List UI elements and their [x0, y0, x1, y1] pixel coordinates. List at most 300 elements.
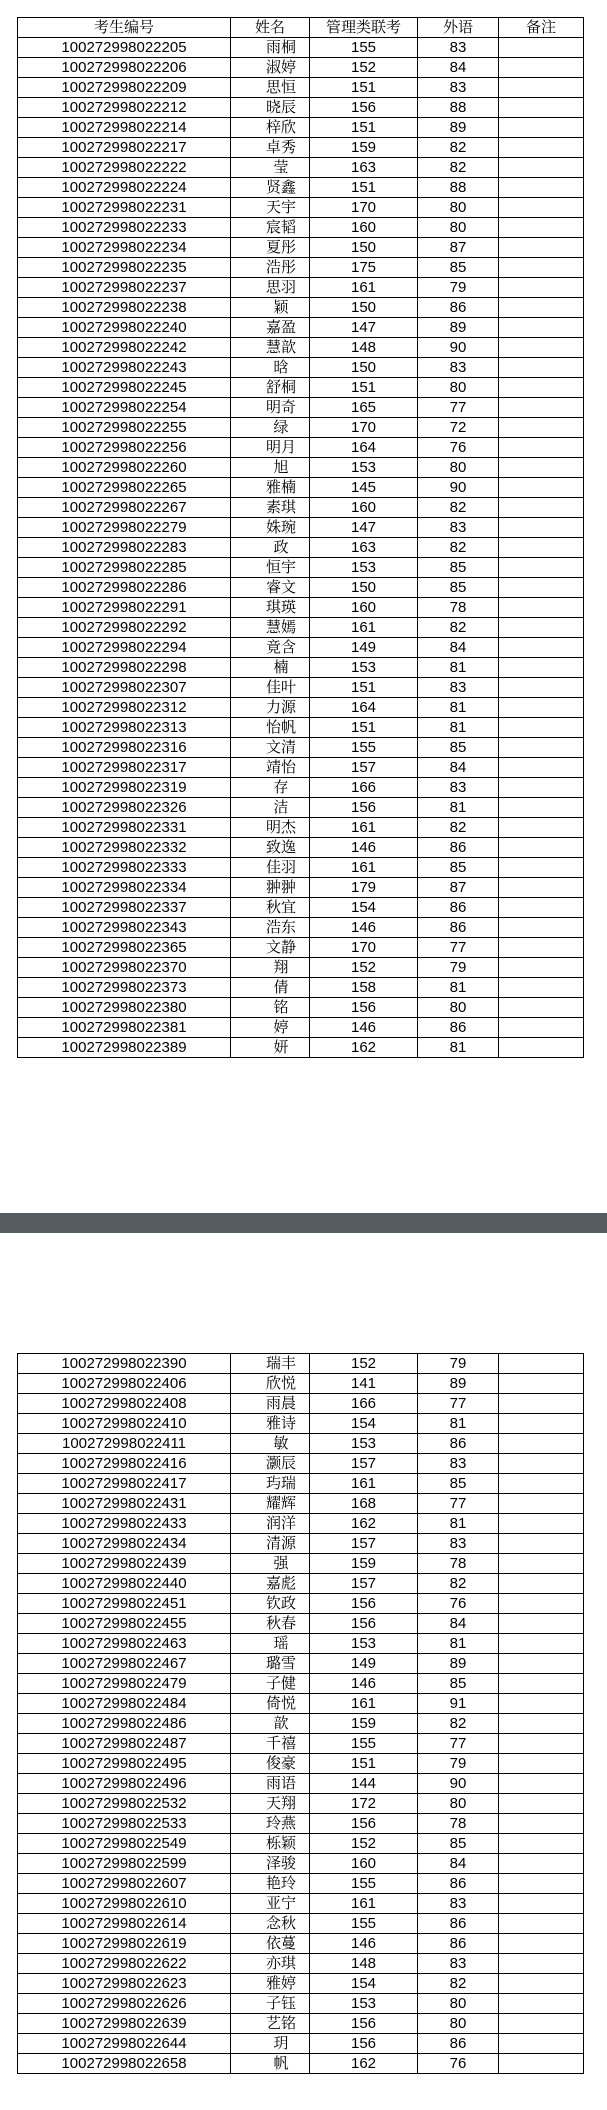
- exam-id-cell: 100272998022286: [18, 578, 231, 598]
- management-score-cell: 160: [310, 1854, 418, 1874]
- name-text: 雅婷: [265, 1974, 296, 1992]
- exam-id-cell: 100272998022390: [18, 1354, 231, 1374]
- exam-id-cell: 100272998022549: [18, 1834, 231, 1854]
- name-cell: [231, 1874, 310, 1894]
- name-cell: [231, 598, 310, 618]
- remarks-cell: [499, 1874, 584, 1894]
- remarks-cell: [499, 838, 584, 858]
- name-cell: [231, 38, 310, 58]
- table-row: [18, 1414, 584, 1434]
- redaction-mask: [231, 598, 253, 617]
- table-row: [18, 658, 584, 678]
- name-cell: [231, 2014, 310, 2034]
- exam-id-cell: 100272998022533: [18, 1814, 231, 1834]
- table-row: [18, 498, 584, 518]
- page-separator: [0, 1213, 607, 1233]
- exam-id-cell: 100272998022451: [18, 1594, 231, 1614]
- name-cell: [231, 358, 310, 378]
- management-score-cell: 151: [310, 678, 418, 698]
- language-score-cell: 89: [418, 318, 499, 338]
- exam-id-cell: 100272998022285: [18, 558, 231, 578]
- language-score-cell: 83: [418, 1954, 499, 1974]
- management-score-cell: 150: [310, 358, 418, 378]
- management-score-cell: 160: [310, 498, 418, 518]
- table-row: [18, 2034, 584, 2054]
- name-cell: [231, 658, 310, 678]
- name-text: 千禧: [265, 1734, 296, 1752]
- name-cell: [231, 1554, 310, 1574]
- language-score-cell: 80: [418, 998, 499, 1018]
- remarks-cell: [499, 1614, 584, 1634]
- management-score-cell: 154: [310, 898, 418, 918]
- language-score-cell: 85: [418, 738, 499, 758]
- redaction-mask: [231, 678, 253, 697]
- exam-id-cell: 100272998022291: [18, 598, 231, 618]
- table-row: [18, 758, 584, 778]
- name-text: 嘉盈: [265, 318, 296, 336]
- exam-id-cell: 100272998022495: [18, 1754, 231, 1774]
- table-row: [18, 78, 584, 98]
- name-cell: [231, 1654, 310, 1674]
- management-score-cell: 164: [310, 698, 418, 718]
- redaction-mask: [231, 1434, 253, 1453]
- table-row: [18, 218, 584, 238]
- exam-id-cell: 100272998022626: [18, 1994, 231, 2014]
- remarks-cell: [499, 1038, 584, 1058]
- remarks-cell: [499, 898, 584, 918]
- redaction-mask: [231, 338, 253, 357]
- language-score-cell: 85: [418, 558, 499, 578]
- language-score-cell: 84: [418, 1614, 499, 1634]
- name-text: 绿: [273, 418, 289, 436]
- name-text: 靖怡: [265, 758, 296, 776]
- name-text: 翔: [273, 958, 289, 976]
- exam-id-cell: 100272998022334: [18, 878, 231, 898]
- table-row: [18, 58, 584, 78]
- management-score-cell: 155: [310, 1914, 418, 1934]
- language-score-cell: 86: [418, 898, 499, 918]
- table-row: [18, 358, 584, 378]
- name-cell: [231, 578, 310, 598]
- redaction-mask: [231, 1974, 253, 1993]
- exam-id-cell: 100272998022260: [18, 458, 231, 478]
- name-text: 铭: [273, 998, 289, 1016]
- table-header-row: [18, 18, 584, 38]
- exam-id-cell: 100272998022337: [18, 898, 231, 918]
- language-score-cell: 81: [418, 1414, 499, 1434]
- management-score-cell: 148: [310, 338, 418, 358]
- language-score-cell: 81: [418, 718, 499, 738]
- exam-id-cell: 100272998022496: [18, 1774, 231, 1794]
- table-row: [18, 158, 584, 178]
- name-cell: [231, 698, 310, 718]
- language-score-cell: 76: [418, 1594, 499, 1614]
- management-score-cell: 155: [310, 1874, 418, 1894]
- table-row: [18, 118, 584, 138]
- table-row: [18, 1894, 584, 1914]
- name-cell: [231, 418, 310, 438]
- name-text: 慧嫣: [265, 618, 296, 636]
- name-cell: [231, 458, 310, 478]
- management-score-cell: 157: [310, 1534, 418, 1554]
- redaction-mask: [231, 158, 253, 177]
- redaction-mask: [231, 1414, 253, 1433]
- management-score-cell: 157: [310, 1454, 418, 1474]
- name-text: 晗: [273, 358, 289, 376]
- language-score-cell: 80: [418, 378, 499, 398]
- name-cell: [231, 878, 310, 898]
- redaction-mask: [231, 1018, 253, 1037]
- redaction-mask: [231, 1814, 253, 1833]
- remarks-cell: [499, 278, 584, 298]
- language-score-cell: 90: [418, 1774, 499, 1794]
- management-score-cell: 161: [310, 1694, 418, 1714]
- exam-id-cell: 100272998022245: [18, 378, 231, 398]
- remarks-cell: [499, 698, 584, 718]
- exam-id-cell: 100272998022644: [18, 2034, 231, 2054]
- name-text: 倩: [273, 978, 289, 996]
- name-cell: [231, 498, 310, 518]
- management-score-cell: 159: [310, 1554, 418, 1574]
- name-cell: [231, 1834, 310, 1854]
- remarks-cell: [499, 1894, 584, 1914]
- redaction-mask: [231, 1594, 253, 1613]
- management-score-cell: 154: [310, 1974, 418, 1994]
- redaction-mask: [231, 1754, 253, 1773]
- table-row: [18, 918, 584, 938]
- language-score-cell: 83: [418, 1534, 499, 1554]
- language-score-cell: 86: [418, 1018, 499, 1038]
- remarks-cell: [499, 1794, 584, 1814]
- management-score-cell: 147: [310, 318, 418, 338]
- redaction-mask: [231, 358, 253, 377]
- redaction-mask: [231, 1694, 253, 1713]
- exam-id-cell: 100272998022209: [18, 78, 231, 98]
- redaction-mask: [231, 438, 253, 457]
- management-score-cell: 155: [310, 38, 418, 58]
- remarks-cell: [499, 598, 584, 618]
- exam-id-cell: 100272998022243: [18, 358, 231, 378]
- name-text: 念秋: [265, 1914, 296, 1932]
- name-cell: [231, 1694, 310, 1714]
- language-score-cell: 87: [418, 878, 499, 898]
- language-score-cell: 82: [418, 498, 499, 518]
- exam-id-cell: 100272998022434: [18, 1534, 231, 1554]
- language-score-cell: 87: [418, 238, 499, 258]
- language-score-cell: 77: [418, 398, 499, 418]
- language-score-cell: 81: [418, 1514, 499, 1534]
- name-text: 怡帆: [265, 718, 296, 736]
- redaction-mask: [231, 418, 253, 437]
- language-score-cell: 82: [418, 1714, 499, 1734]
- name-text: 玥: [273, 2034, 289, 2052]
- name-cell: [231, 298, 310, 318]
- management-score-cell: 162: [310, 2054, 418, 2074]
- language-score-cell: 83: [418, 778, 499, 798]
- management-score-cell: 161: [310, 1894, 418, 1914]
- name-cell: [231, 1374, 310, 1394]
- name-text: 舒桐: [265, 378, 296, 396]
- management-score-cell: 150: [310, 298, 418, 318]
- name-cell: [231, 1018, 310, 1038]
- table-row: [18, 678, 584, 698]
- management-score-cell: 148: [310, 1954, 418, 1974]
- table-row: [18, 178, 584, 198]
- table-row: [18, 1654, 584, 1674]
- language-score-cell: 79: [418, 1354, 499, 1374]
- language-score-cell: 76: [418, 438, 499, 458]
- table-row: [18, 838, 584, 858]
- redaction-mask: [231, 1474, 253, 1493]
- redaction-mask: [231, 878, 253, 897]
- exam-id-cell: 100272998022294: [18, 638, 231, 658]
- language-score-cell: 80: [418, 218, 499, 238]
- name-text: 恒宇: [265, 558, 296, 576]
- language-score-cell: 82: [418, 138, 499, 158]
- redaction-mask: [231, 318, 253, 337]
- table-row: [18, 958, 584, 978]
- language-score-cell: 81: [418, 1038, 499, 1058]
- language-score-cell: 86: [418, 918, 499, 938]
- redaction-mask: [231, 798, 253, 817]
- name-cell: [231, 518, 310, 538]
- management-score-cell: 161: [310, 618, 418, 638]
- management-score-cell: 153: [310, 1994, 418, 2014]
- exam-id-cell: 100272998022487: [18, 1734, 231, 1754]
- remarks-cell: [499, 1694, 584, 1714]
- table-row: [18, 1974, 584, 1994]
- table-row: [18, 438, 584, 458]
- table-row: [18, 1954, 584, 1974]
- table-row: [18, 1874, 584, 1894]
- language-score-cell: 86: [418, 838, 499, 858]
- table-row: [18, 1434, 584, 1454]
- name-cell: [231, 978, 310, 998]
- management-score-cell: 155: [310, 1734, 418, 1754]
- name-cell: [231, 1038, 310, 1058]
- table-row: [18, 1734, 584, 1754]
- redaction-mask: [231, 1714, 253, 1733]
- name-cell: [231, 918, 310, 938]
- language-score-cell: 85: [418, 858, 499, 878]
- redaction-mask: [231, 1614, 253, 1633]
- management-score-cell: 160: [310, 598, 418, 618]
- remarks-cell: [499, 98, 584, 118]
- management-score-cell: 156: [310, 1594, 418, 1614]
- language-score-cell: 82: [418, 538, 499, 558]
- name-text: 思羽: [265, 278, 296, 296]
- table-row: [18, 518, 584, 538]
- exam-id-cell: 100272998022254: [18, 398, 231, 418]
- language-score-cell: 81: [418, 798, 499, 818]
- remarks-cell: [499, 778, 584, 798]
- management-score-cell: 168: [310, 1494, 418, 1514]
- remarks-cell: [499, 1514, 584, 1534]
- management-score-cell: 146: [310, 1674, 418, 1694]
- language-score-cell: 82: [418, 818, 499, 838]
- name-text: 明月: [265, 438, 296, 456]
- table-row: [18, 978, 584, 998]
- table-row: [18, 598, 584, 618]
- remarks-cell: [499, 918, 584, 938]
- name-text: 歆: [273, 1714, 289, 1732]
- name-cell: [231, 1534, 310, 1554]
- management-score-cell: 156: [310, 2034, 418, 2054]
- redaction-mask: [231, 538, 253, 557]
- table-row: [18, 1018, 584, 1038]
- exam-id-cell: 100272998022331: [18, 818, 231, 838]
- language-score-cell: 86: [418, 2034, 499, 2054]
- remarks-cell: [499, 498, 584, 518]
- redaction-mask: [231, 1394, 253, 1413]
- remarks-cell: [499, 198, 584, 218]
- table-row: [18, 278, 584, 298]
- redaction-mask: [231, 638, 253, 657]
- remarks-cell: [499, 1974, 584, 1994]
- exam-id-cell: 100272998022440: [18, 1574, 231, 1594]
- remarks-cell: [499, 1634, 584, 1654]
- exam-id-cell: 100272998022240: [18, 318, 231, 338]
- management-score-cell: 144: [310, 1774, 418, 1794]
- remarks-cell: [499, 1954, 584, 1974]
- remarks-cell: [499, 798, 584, 818]
- table-row: [18, 418, 584, 438]
- management-score-cell: 152: [310, 958, 418, 978]
- redaction-mask: [231, 978, 253, 997]
- exam-id-cell: 100272998022283: [18, 538, 231, 558]
- name-cell: [231, 318, 310, 338]
- management-score-cell: 161: [310, 1474, 418, 1494]
- remarks-cell: [499, 1018, 584, 1038]
- name-cell: [231, 118, 310, 138]
- exam-id-cell: 100272998022439: [18, 1554, 231, 1574]
- table-row: [18, 1534, 584, 1554]
- header-remarks: 备注: [499, 18, 584, 38]
- language-score-cell: 78: [418, 1554, 499, 1574]
- management-score-cell: 151: [310, 178, 418, 198]
- remarks-cell: [499, 1914, 584, 1934]
- name-cell: [231, 1574, 310, 1594]
- language-score-cell: 79: [418, 958, 499, 978]
- redaction-mask: [231, 1854, 253, 1873]
- remarks-cell: [499, 1934, 584, 1954]
- name-cell: [231, 198, 310, 218]
- remarks-cell: [499, 38, 584, 58]
- exam-id-cell: 100272998022231: [18, 198, 231, 218]
- name-cell: [231, 778, 310, 798]
- language-score-cell: 83: [418, 358, 499, 378]
- name-cell: [231, 998, 310, 1018]
- name-cell: [231, 78, 310, 98]
- table-row: [18, 1694, 584, 1714]
- language-score-cell: 80: [418, 1994, 499, 2014]
- name-cell: [231, 158, 310, 178]
- name-text: 泽骏: [265, 1854, 296, 1872]
- management-score-cell: 156: [310, 2014, 418, 2034]
- remarks-cell: [499, 218, 584, 238]
- table-row: [18, 1814, 584, 1834]
- exam-id-cell: 100272998022242: [18, 338, 231, 358]
- table-row: [18, 1634, 584, 1654]
- remarks-cell: [499, 1714, 584, 1734]
- exam-id-cell: 100272998022238: [18, 298, 231, 318]
- remarks-cell: [499, 1754, 584, 1774]
- name-text: 玲燕: [265, 1814, 296, 1832]
- name-cell: [231, 1474, 310, 1494]
- language-score-cell: 80: [418, 198, 499, 218]
- management-score-cell: 150: [310, 578, 418, 598]
- name-text: 思恒: [265, 78, 296, 96]
- redaction-mask: [231, 1554, 253, 1573]
- remarks-cell: [499, 878, 584, 898]
- language-score-cell: 77: [418, 938, 499, 958]
- redaction-mask: [231, 98, 253, 117]
- remarks-cell: [499, 1854, 584, 1874]
- name-text: 璐雪: [265, 1654, 296, 1672]
- exam-id-cell: 100272998022408: [18, 1394, 231, 1414]
- name-text: 颖: [273, 298, 289, 316]
- name-cell: [231, 218, 310, 238]
- management-score-cell: 175: [310, 258, 418, 278]
- management-score-cell: 150: [310, 238, 418, 258]
- remarks-cell: [499, 138, 584, 158]
- table-row: [18, 1934, 584, 1954]
- exam-id-cell: 100272998022333: [18, 858, 231, 878]
- name-cell: [231, 558, 310, 578]
- management-score-cell: 146: [310, 1018, 418, 1038]
- name-text: 文清: [265, 738, 296, 756]
- language-score-cell: 89: [418, 1374, 499, 1394]
- document-page-2: [0, 1233, 607, 2110]
- table-row: [18, 798, 584, 818]
- name-text: 淑婷: [265, 58, 296, 76]
- language-score-cell: 83: [418, 678, 499, 698]
- redaction-mask: [231, 1774, 253, 1793]
- name-text: 瑞丰: [265, 1354, 296, 1372]
- table-row: [18, 1914, 584, 1934]
- table-row: [18, 198, 584, 218]
- redaction-mask: [231, 1454, 253, 1473]
- name-text: 佳羽: [265, 858, 296, 876]
- name-text: 力源: [265, 698, 296, 716]
- exam-id-cell: 100272998022255: [18, 418, 231, 438]
- exam-id-cell: 100272998022292: [18, 618, 231, 638]
- redaction-mask: [231, 2014, 253, 2033]
- language-score-cell: 90: [418, 338, 499, 358]
- name-cell: [231, 478, 310, 498]
- language-score-cell: 79: [418, 278, 499, 298]
- name-cell: [231, 58, 310, 78]
- language-score-cell: 77: [418, 1394, 499, 1414]
- remarks-cell: [499, 678, 584, 698]
- exam-id-cell: 100272998022312: [18, 698, 231, 718]
- name-text: 栎颖: [265, 1834, 296, 1852]
- redaction-mask: [231, 1914, 253, 1933]
- management-score-cell: 170: [310, 198, 418, 218]
- header-management-exam: 管理类联考: [310, 18, 418, 38]
- management-score-cell: 153: [310, 658, 418, 678]
- exam-id-cell: 100272998022206: [18, 58, 231, 78]
- table-row: [18, 1754, 584, 1774]
- exam-id-cell: 100272998022307: [18, 678, 231, 698]
- name-text: 浩东: [265, 918, 296, 936]
- table-row: [18, 2054, 584, 2074]
- table-row: [18, 778, 584, 798]
- remarks-cell: [499, 1354, 584, 1374]
- table-row: [18, 1994, 584, 2014]
- table-row: [18, 318, 584, 338]
- remarks-cell: [499, 118, 584, 138]
